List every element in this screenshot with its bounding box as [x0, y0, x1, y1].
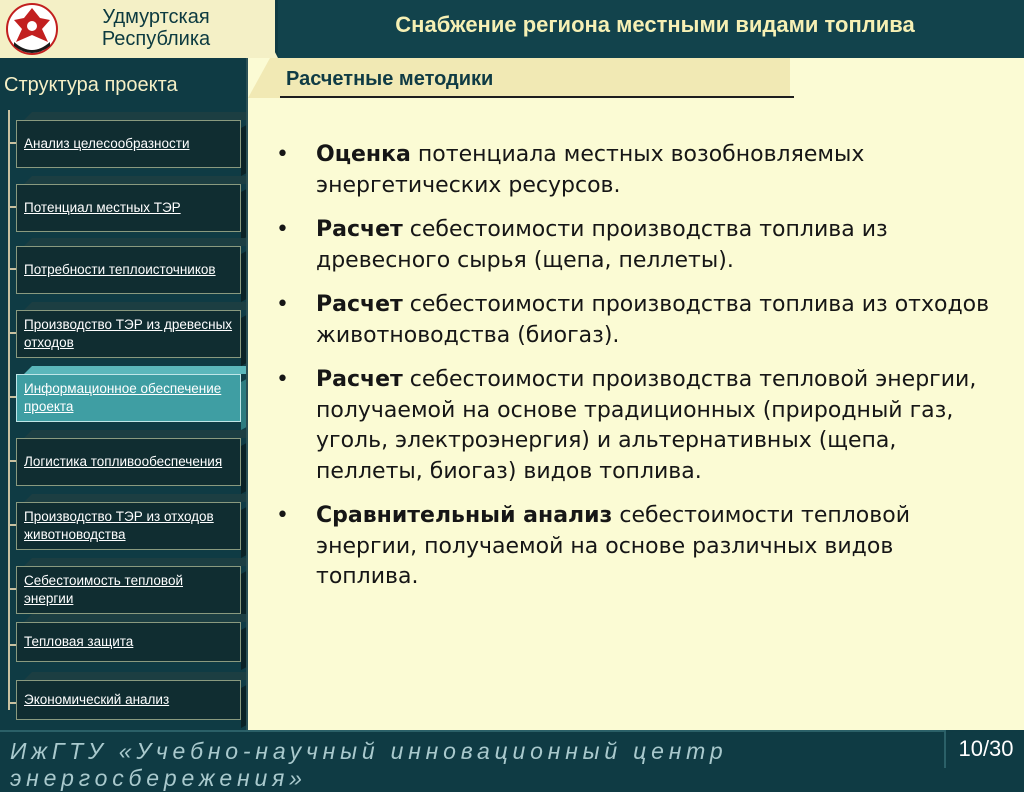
nav-item-top — [24, 558, 257, 566]
bullet-item — [274, 365, 994, 487]
nav-item-top — [24, 494, 257, 502]
nav-item-top — [24, 302, 257, 310]
nav-item-10[interactable] — [16, 680, 241, 720]
udmurtia-emblem-icon — [4, 2, 60, 56]
nav-item-6[interactable] — [16, 438, 241, 486]
bullet-text: потенциала местных возобновляемых энергетических ресурсов. — [316, 142, 865, 198]
region-name — [64, 6, 248, 50]
bullet-item — [274, 290, 994, 351]
page-number-box — [944, 730, 1024, 768]
bullet-keyword: Расчет — [316, 292, 403, 317]
bullet-text: себестоимости тепловой энергии, получаемой на основе различных видов топлива. — [316, 503, 910, 589]
bullet-dot-icon: • — [276, 367, 289, 392]
bullet-item — [274, 215, 994, 276]
nav-item-top — [24, 672, 257, 680]
bullet-text: себестоимости производства топлива из древесного сырья (щепа, пеллеты). — [316, 217, 888, 273]
region-name-line2: Республика — [101, 28, 211, 50]
bullet-dot-icon: • — [276, 142, 289, 167]
bullet-item — [274, 140, 994, 201]
nav-item-label[interactable]: Информационное обеспечение проекта — [24, 381, 222, 414]
nav-item-top — [24, 238, 257, 246]
nav-item-1[interactable] — [16, 120, 241, 168]
nav-item-label[interactable]: Потенциал местных ТЭР — [24, 200, 181, 215]
nav-item-4[interactable] — [16, 310, 241, 358]
nav-item-top — [24, 176, 257, 184]
nav-item-top — [24, 430, 257, 438]
bullet-keyword: Сравнительный анализ — [316, 503, 613, 528]
bullet-keyword: Расчет — [316, 367, 403, 392]
region-name-line1: Удмуртская — [102, 6, 210, 28]
nav-item-label[interactable]: Себестоимость тепловой энергии — [24, 573, 183, 606]
bullet-item — [274, 501, 994, 593]
bullet-dot-icon: • — [276, 292, 289, 317]
page-number: 10/30 — [958, 736, 1014, 761]
nav-title: Структура проекта — [4, 74, 178, 96]
content-title-rule — [280, 96, 794, 98]
nav-item-2[interactable] — [16, 184, 241, 232]
nav-item-label[interactable]: Потребности теплоисточников — [24, 262, 216, 277]
page-title: Снабжение региона местными видами топлива — [395, 12, 915, 37]
nav-item-label[interactable]: Логистика топливообеспечения — [24, 454, 223, 469]
nav-item-3[interactable] — [16, 246, 241, 294]
bullet-dot-icon: • — [276, 217, 289, 242]
nav-item-label[interactable]: Анализ целесообразности — [24, 136, 190, 151]
nav-item-top — [24, 614, 257, 622]
bullet-dot-icon: • — [276, 503, 289, 528]
bullet-text: себестоимости производства тепловой энергии, получаемой на основе традиционных (природный газ, уголь, электроэнергия) и альтернативных (щепа, пеллеты, биогаз) видов топлива. — [316, 367, 977, 484]
footer-text: ИжГТУ «Учебно-научный инновационный центр энергосбережения» — [10, 738, 728, 791]
nav-item-9[interactable] — [16, 622, 241, 662]
header-region-edge — [248, 0, 278, 58]
bullet-list — [274, 140, 994, 607]
nav-item-top — [24, 366, 257, 374]
nav-item-8[interactable] — [16, 566, 241, 614]
nav-item-7[interactable] — [16, 502, 241, 550]
nav-item-label[interactable]: Производство ТЭР из древесных отходов — [24, 317, 233, 350]
bullet-keyword: Расчет — [316, 217, 403, 242]
nav-item-label[interactable]: Экономический анализ — [24, 692, 170, 707]
content-tab-edge — [248, 58, 270, 98]
content-title: Расчетные методики — [286, 68, 494, 90]
footer-bar — [0, 730, 1024, 791]
nav-item-top — [24, 112, 257, 120]
nav-item-5[interactable] — [16, 374, 241, 422]
nav-item-label[interactable]: Тепловая защита — [24, 634, 134, 649]
bullet-keyword: Оценка — [316, 142, 411, 167]
nav-item-label[interactable]: Производство ТЭР из отходов животноводства — [24, 509, 214, 542]
bullet-text: себестоимости производства топлива из отходов животноводства (биогаз). — [316, 292, 990, 348]
